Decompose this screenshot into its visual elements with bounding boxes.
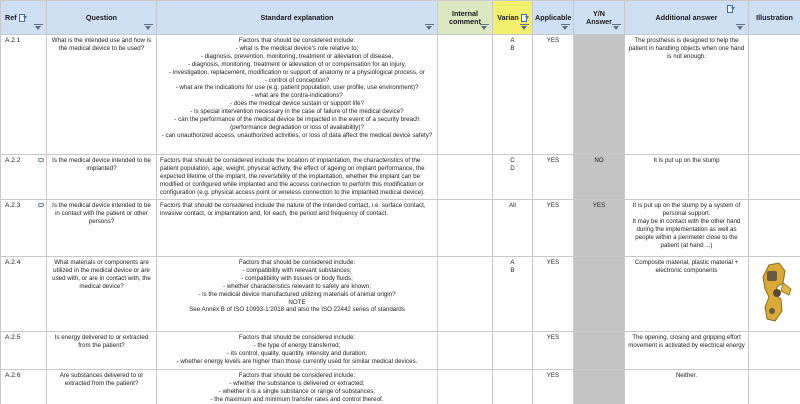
column-label-variant: Varian	[497, 12, 519, 22]
explanation-line: - can unauthorized access, unauthorized activities, or loss of data affect the medical device safety?	[161, 131, 433, 139]
explanation-line: - what is the medical device's role relative to:	[235, 44, 359, 52]
attachment-icon[interactable]	[38, 203, 44, 207]
variant-value: A	[510, 37, 515, 44]
table-row[interactable]	[1, 370, 800, 404]
question-text: Is energy delivered to or extracted from the patient?	[54, 334, 149, 349]
column-label-internal-line-1: Internal	[452, 8, 478, 18]
variant-cell[interactable]	[493, 257, 533, 332]
variant-value: B	[510, 44, 515, 52]
explanation-line: - diagnosis, prevention, monitoring, treatment or alleviation of disease,	[200, 52, 394, 60]
applicable-value: YES	[546, 37, 560, 44]
yn-answer-value: YES	[592, 202, 606, 209]
explanation-line: (performance degradation or loss of availability)?	[230, 123, 364, 131]
sort-icon[interactable]	[521, 14, 528, 22]
applicable-cell[interactable]	[533, 370, 574, 404]
ref-cell[interactable]	[1, 370, 47, 404]
column-header-question[interactable]	[47, 1, 157, 35]
variant-cell[interactable]	[493, 370, 533, 404]
explanation-line: Factors that should be considered include the nature of the intended contact, i.e. surface contact, invasive contact, or implantation and, for each, the period and frequency of contact.	[160, 202, 426, 217]
additional-answer-text: It may be in contact with the other hand during the implementation as well as people within a perimeter close to the patient (at hand ...)	[632, 217, 741, 249]
internal-comment-cell[interactable]	[438, 155, 493, 200]
question-text: What materials or components are utilized in the medical device or are used with, or are in contact with, the medical device?	[52, 259, 151, 290]
header-row	[1, 1, 800, 35]
explanation-line: - the type of energy transferred;	[253, 341, 341, 349]
variant-cell[interactable]	[493, 332, 533, 370]
standard-explanation-cell[interactable]	[157, 200, 438, 257]
explanation-line: - whether the substance is delivered or extracted;	[229, 379, 365, 387]
ref-cell[interactable]	[1, 35, 47, 155]
question-cell[interactable]	[47, 332, 157, 370]
applicable-cell[interactable]	[533, 35, 574, 155]
illustration-cell[interactable]	[749, 257, 800, 332]
additional-answer-cell[interactable]	[625, 200, 749, 257]
applicable-cell[interactable]	[533, 332, 574, 370]
applicable-value: YES	[546, 157, 560, 164]
additional-answer-text: It is put up on the stump	[653, 157, 720, 164]
table-row[interactable]	[1, 332, 800, 370]
additional-answer-text: The opening, closing and gripping effort movement is activated by electrical energy	[628, 334, 745, 349]
yn-answer-cell[interactable]	[574, 370, 625, 404]
yn-answer-cell[interactable]	[574, 155, 625, 200]
question-cell[interactable]	[47, 370, 157, 404]
internal-comment-cell[interactable]	[438, 35, 493, 155]
illustration-cell[interactable]	[749, 370, 800, 404]
filter-dropdown-icon[interactable]	[34, 24, 43, 31]
explanation-line: - compatibility with tissues or body fluids;	[241, 274, 353, 282]
applicable-cell[interactable]	[533, 155, 574, 200]
question-cell[interactable]	[47, 155, 157, 200]
applicable-value: YES	[546, 202, 560, 209]
explanation-line: - investigation, replacement, modification or support of anatomy or a physiological process, or	[169, 68, 425, 76]
additional-answer-cell[interactable]	[625, 332, 749, 370]
column-label-ref: Ref	[5, 12, 17, 22]
column-label-internal-line-2: comment	[449, 16, 481, 26]
internal-comment-cell[interactable]	[438, 257, 493, 332]
additional-answer-text: It is put up on the stump by a system of personal support.	[632, 202, 741, 217]
explanation-line: - does the medical device sustain or support life?	[229, 100, 365, 108]
applicable-cell[interactable]	[533, 257, 574, 332]
applicable-value: YES	[546, 259, 560, 266]
explanation-line: - the maximum and minimum transfer rates and control thereof.	[210, 395, 384, 403]
attachment-icon[interactable]	[38, 158, 44, 162]
explanation-line: See Annex B of ISO 10993-1:2018 and also the ISO 22442 series of standards	[189, 306, 405, 314]
variant-cell[interactable]	[493, 35, 533, 155]
ref-value: A.2.5	[5, 334, 21, 341]
explanation-line: - diagnosis, monitoring, treatment or alleviation of or compensation for an injury,	[188, 60, 406, 68]
additional-answer-text: Composite material, plastic material + electronic components	[634, 259, 739, 274]
additional-answer-text: The prosthesis is designed to help the patient in handling objects when one hand is not enough.	[628, 37, 745, 60]
explanation-line: - what are the contra-indications?	[251, 92, 343, 100]
ref-value: A.2.4	[5, 259, 21, 266]
ref-cell[interactable]	[1, 200, 47, 257]
ref-value: A.2.1	[5, 37, 21, 44]
explanation-line: Factors that should be considered include:	[238, 259, 356, 266]
column-header-standard-explanation[interactable]	[157, 1, 438, 35]
sort-icon[interactable]	[727, 5, 734, 13]
filter-dropdown-icon[interactable]	[425, 24, 434, 31]
column-header-applicable[interactable]	[533, 1, 574, 35]
explanation-line: - whether characteristics relevant to safety are known;	[223, 282, 371, 290]
question-text: Is the medical device intended to be implanted?	[52, 157, 151, 172]
ref-value: A.2.2	[5, 157, 21, 164]
internal-comment-cell[interactable]	[438, 200, 493, 257]
explanation-line: - compatibility with relevant substances;	[242, 266, 352, 274]
column-header-variant[interactable]	[493, 1, 533, 35]
standard-explanation-cell[interactable]	[157, 332, 438, 370]
illustration-cell[interactable]	[749, 200, 800, 257]
filter-dropdown-icon[interactable]	[480, 24, 489, 31]
question-cell[interactable]	[47, 35, 157, 155]
standard-explanation-cell[interactable]	[157, 370, 438, 404]
filter-dropdown-icon[interactable]	[612, 24, 621, 31]
column-label-additional-answer: Additional answer	[655, 12, 718, 22]
ref-value: A.2.6	[5, 372, 21, 379]
applicable-cell[interactable]	[533, 200, 574, 257]
column-label-applicable: Applicable	[535, 12, 572, 22]
ref-cell[interactable]	[1, 257, 47, 332]
explanation-line: - is the medical device manufactured utilizing materials of animal origin?	[198, 290, 396, 298]
ref-cell[interactable]	[1, 332, 47, 370]
explanation-line: - its control, quality, quantity, intensity and duration;	[227, 349, 367, 357]
table-row[interactable]	[1, 200, 800, 257]
column-header-yn-answer[interactable]	[574, 1, 625, 35]
filter-dropdown-icon[interactable]	[144, 24, 153, 31]
explanation-line: Factors that should be considered include:	[238, 372, 356, 379]
question-text: Is the medical device intended to be in contact with the patient or other persons?	[52, 202, 151, 225]
column-label-illustration: Illustration	[756, 12, 793, 22]
additional-answer-text: Neither.	[675, 372, 698, 379]
explanation-line: - whether energy levels are higher than those currently used for similar medical devices.	[176, 357, 418, 365]
variant-cell[interactable]	[493, 200, 533, 257]
column-label-question: Question	[85, 12, 118, 22]
illustration-cell[interactable]	[749, 35, 800, 155]
table-row[interactable]	[1, 155, 800, 200]
sort-icon[interactable]	[19, 14, 26, 22]
yn-answer-value: NO	[594, 157, 604, 164]
explanation-line: Factors that should be considered include:	[238, 37, 356, 44]
explanation-line: - can the performance of the medical device be impacted in the event of a security breach	[174, 116, 420, 124]
explanation-line: - what are the indications for use (e.g. patient population, user profile, use environment)?	[175, 84, 419, 92]
question-cell[interactable]	[47, 257, 157, 332]
internal-comment-cell[interactable]	[438, 332, 493, 370]
column-header-internal-comment[interactable]	[438, 1, 493, 35]
yn-answer-cell[interactable]	[574, 332, 625, 370]
table-row[interactable]	[1, 257, 800, 332]
ref-value: A.2.3	[5, 202, 21, 209]
additional-answer-cell[interactable]	[625, 257, 749, 332]
standard-explanation-cell[interactable]	[157, 35, 438, 155]
question-cell[interactable]	[47, 200, 157, 257]
explanation-line: Factors that should be considered include:	[238, 334, 356, 341]
filter-dropdown-icon[interactable]	[736, 24, 745, 31]
column-header-additional-answer[interactable]	[625, 1, 749, 35]
column-header-ref[interactable]	[1, 1, 47, 35]
additional-answer-cell[interactable]	[625, 155, 749, 200]
variant-value: C	[510, 157, 515, 164]
table-body	[1, 35, 800, 404]
filter-dropdown-icon[interactable]	[561, 24, 570, 31]
explanation-line: - is special intervention necessary in the case of failure of the medical device?	[190, 108, 404, 116]
column-label-yn-line-1: Y/N	[593, 8, 605, 18]
column-header-illustration[interactable]	[749, 1, 800, 35]
question-text: Are substances delivered to or extracted from the patient?	[59, 372, 144, 387]
variant-value: A	[510, 259, 515, 266]
yn-answer-cell[interactable]	[574, 200, 625, 257]
variant-cell[interactable]	[493, 155, 533, 200]
prosthetic-hand-image	[755, 261, 795, 325]
ref-cell[interactable]	[1, 155, 47, 200]
standard-explanation-cell[interactable]	[157, 155, 438, 200]
question-text: What is the intended use and how is the medical device to be used?	[51, 37, 152, 52]
internal-comment-cell[interactable]	[438, 370, 493, 404]
yn-answer-cell[interactable]	[574, 35, 625, 155]
explanation-line: - control of conception?	[264, 76, 330, 84]
explanation-line: - whether it is a single substance or range of substances;	[218, 387, 376, 395]
variant-value: All	[509, 202, 516, 209]
variant-value: D	[510, 164, 515, 172]
filter-dropdown-icon[interactable]	[520, 24, 529, 31]
yn-answer-cell[interactable]	[574, 257, 625, 332]
applicable-value: YES	[546, 372, 560, 379]
applicable-value: YES	[546, 334, 560, 341]
variant-value: B	[510, 266, 515, 274]
illustration-cell[interactable]	[749, 155, 800, 200]
standard-explanation-cell[interactable]	[157, 257, 438, 332]
additional-answer-cell[interactable]	[625, 35, 749, 155]
illustration-cell[interactable]	[749, 332, 800, 370]
column-label-standard-explanation: Standard explanation	[260, 12, 334, 22]
explanation-line: Factors that should be considered include the location of implantation, the characteristics of the patient population, age, weight, physical activity, the effect of ageing on implant performance, the expected lifetime of the implant, the reversibility of the implantation, whether the implant can be modified or configured while implanted and the access connection to perform this modification or configuration (e.g. physical access point or wireless connection to the implanted medical device).	[160, 157, 425, 196]
table-row[interactable]	[1, 35, 800, 155]
additional-answer-cell[interactable]	[625, 370, 749, 404]
explanation-line: NOTE	[288, 298, 306, 306]
column-label-yn-line-2: Answer	[586, 16, 612, 26]
